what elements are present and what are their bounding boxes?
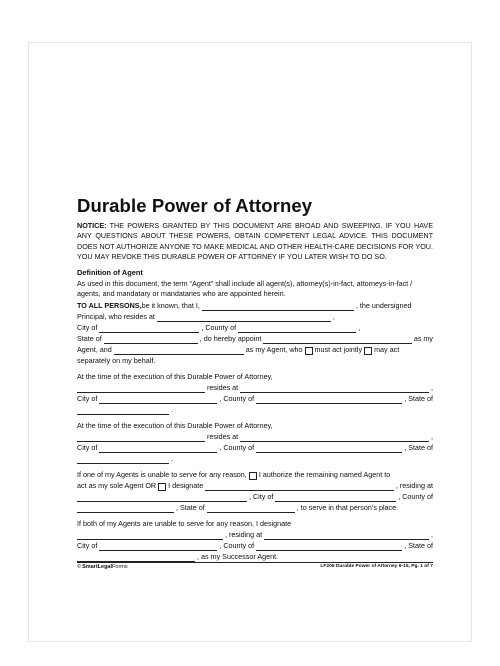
form-row-separately (77, 355, 433, 366)
form-row-sole-agent (77, 480, 433, 491)
document-title: Durable Power of Attorney (77, 195, 313, 216)
logo-smart-text: SmartLegal (82, 564, 113, 570)
form-id-label: LF205 Durable Power of Attorney 6-15, Pg. 1 of 7 (320, 564, 433, 569)
successor-state-field[interactable] (77, 553, 195, 562)
alternate-address-field[interactable] (77, 493, 247, 502)
definition-text: As used in this document, the term “Agent” shall include all agent(s), attorney(s)-in-fact, attorneys-in-fact / agents, and mandatary or mandataries who are appointed herein. (77, 279, 413, 299)
form-row-successor-address (77, 529, 433, 540)
form-row-principal-address (77, 311, 433, 322)
form-row-alternate-city (77, 491, 433, 502)
comma-label: , (431, 530, 433, 539)
city-label: City of (77, 443, 98, 452)
state-label: , State of (176, 503, 205, 512)
copyright-icon: © (77, 564, 82, 570)
principal-county-field[interactable] (238, 324, 356, 333)
authorize-remaining-checkbox[interactable] (249, 472, 257, 480)
county-label: , County of (219, 541, 255, 550)
may-act-label: may act (374, 345, 400, 354)
principal-state-field[interactable] (104, 335, 198, 344)
form-row-both-unable (77, 518, 433, 529)
time-execution-label: At the time of the execution of this Durable Power of Attorney, (77, 421, 273, 430)
principal-address-field[interactable] (157, 313, 331, 322)
successor-county-field[interactable] (256, 542, 402, 551)
county-label: , County of (219, 394, 255, 403)
county-label: , County of (398, 492, 433, 501)
one-unable-label: If one of my Agents is unable to serve for any reason, (77, 470, 247, 479)
comma-label: , (431, 432, 433, 441)
agent-one-name-repeat-field[interactable] (77, 384, 205, 393)
alternate-agent-name-field[interactable] (205, 482, 394, 491)
form-row-appoint (77, 333, 433, 344)
agent-two-state-field[interactable] (77, 455, 169, 464)
form-row-successor-city (77, 540, 433, 551)
form-row-agent-one-address (77, 382, 433, 393)
authorize-remaining-label: I authorize the remaining named Agent to (258, 470, 391, 479)
principal-name-field[interactable] (202, 302, 354, 311)
as-my-agent-who-label: as my Agent, who (245, 345, 303, 354)
successor-city-field[interactable] (99, 542, 217, 551)
city-label: City of (77, 323, 98, 332)
city-label: City of (77, 394, 98, 403)
agent-two-city-field[interactable] (99, 444, 217, 453)
agent-two-name-field[interactable] (114, 346, 244, 355)
agent-one-name-field[interactable] (263, 335, 412, 344)
separately-label: separately on my behalf. (77, 356, 156, 365)
form-row-agent-two-intro (77, 420, 433, 431)
designate-checkbox[interactable] (158, 483, 166, 491)
form-row-agent-two-city (77, 442, 433, 453)
form-row-agent-two-state (77, 453, 433, 464)
form-row-agent-one-intro (77, 371, 433, 382)
principal-city-field[interactable] (99, 324, 199, 333)
county-label: , County of (219, 443, 255, 452)
form-row-agent-two (77, 344, 433, 355)
smartlegalforms-logo (77, 564, 128, 570)
city-label: , City of (249, 492, 274, 501)
agent-and-label: Agent, and (77, 345, 112, 354)
comma-label: , (332, 312, 335, 321)
comma-label: , (431, 383, 433, 392)
agent-two-county-field[interactable] (256, 444, 402, 453)
notice-text: THE POWERS GRANTED BY THIS DOCUMENT ARE BROAD AND SWEEPING. IF YOU HAVE ANY QUESTIONS ABOUT THESE POWERS, OBTAIN COMPETENT LEGAL ADVICE. THIS DOCUMENT DOES NOT AUTHORIZE ANYONE TO MAKE MEDICAL AND OTHER HEALTH-CARE DECISIONS FOR YOU. YOU MAY REVOKE THIS DURABLE POWER OF ATTORNEY IF YOU LATER WISH TO DO SO. (77, 221, 433, 262)
alternate-city-field[interactable] (275, 493, 396, 502)
successor-address-field[interactable] (264, 531, 429, 540)
form-row-principal-city (77, 322, 433, 333)
principal-resides-label: Principal, who resides at (77, 312, 155, 321)
residing-at-label: , residing at (395, 481, 433, 490)
form-row-agent-one-state (77, 404, 433, 415)
state-label: , State of (404, 394, 433, 403)
logo-forms-text: Forms (112, 564, 128, 570)
successor-name-field[interactable] (77, 531, 223, 540)
act-as-sole-label: act as my sole Agent OR (77, 481, 157, 490)
county-label: , County of (201, 323, 237, 332)
appoint-label: , do hereby appoint (199, 334, 262, 343)
definition-heading: Definition of Agent (77, 268, 143, 277)
agent-one-address-field[interactable] (240, 384, 429, 393)
undersigned-label: , the undersigned (355, 301, 412, 310)
form-row-principal-name (77, 300, 433, 311)
agent-two-name-repeat-field[interactable] (77, 433, 205, 442)
successor-label: , as my Successor Agent. (197, 552, 279, 561)
agent-one-state-field[interactable] (77, 406, 169, 415)
form-row-successor-state (77, 551, 433, 562)
logo-text (82, 564, 128, 570)
both-unable-label: If both of my Agents are unable to serve for any reason, I designate (77, 519, 292, 528)
be-it-known-label: be it known, that I, (141, 301, 200, 310)
form-row-one-unable (77, 469, 433, 480)
agent-two-address-field[interactable] (240, 433, 429, 442)
time-execution-label: At the time of the execution of this Durable Power of Attorney, (77, 372, 273, 381)
as-my-label: as my (413, 334, 433, 343)
state-label: , State of (404, 443, 433, 452)
notice-paragraph (77, 221, 433, 263)
resides-at-label: resides at (207, 383, 239, 392)
separately-checkbox[interactable] (364, 347, 372, 355)
jointly-checkbox[interactable] (305, 347, 313, 355)
to-all-persons-label: TO ALL PERSONS, (77, 301, 142, 310)
period-label: . (171, 454, 173, 463)
residing-at-label: , residing at (225, 530, 263, 539)
notice-label: NOTICE: (77, 221, 107, 230)
jointly-label: must act jointly (314, 345, 363, 354)
period-label: . (171, 405, 173, 414)
state-label: State of (77, 334, 102, 343)
i-designate-label: I designate (168, 481, 204, 490)
state-label: , State of (404, 541, 433, 550)
city-label: City of (77, 541, 98, 550)
alternate-county-field[interactable] (77, 504, 174, 513)
resides-at-label: resides at (207, 432, 239, 441)
to-serve-label: , to serve in that person’s place. (296, 503, 399, 512)
alternate-state-field[interactable] (207, 504, 295, 513)
agent-one-city-field[interactable] (99, 395, 217, 404)
comma-label: , (358, 323, 361, 332)
form-row-agent-two-address (77, 431, 433, 442)
form-row-agent-one-city (77, 393, 433, 404)
form-row-alternate-state (77, 502, 433, 513)
footer-divider (77, 562, 433, 563)
agent-one-county-field[interactable] (256, 395, 402, 404)
